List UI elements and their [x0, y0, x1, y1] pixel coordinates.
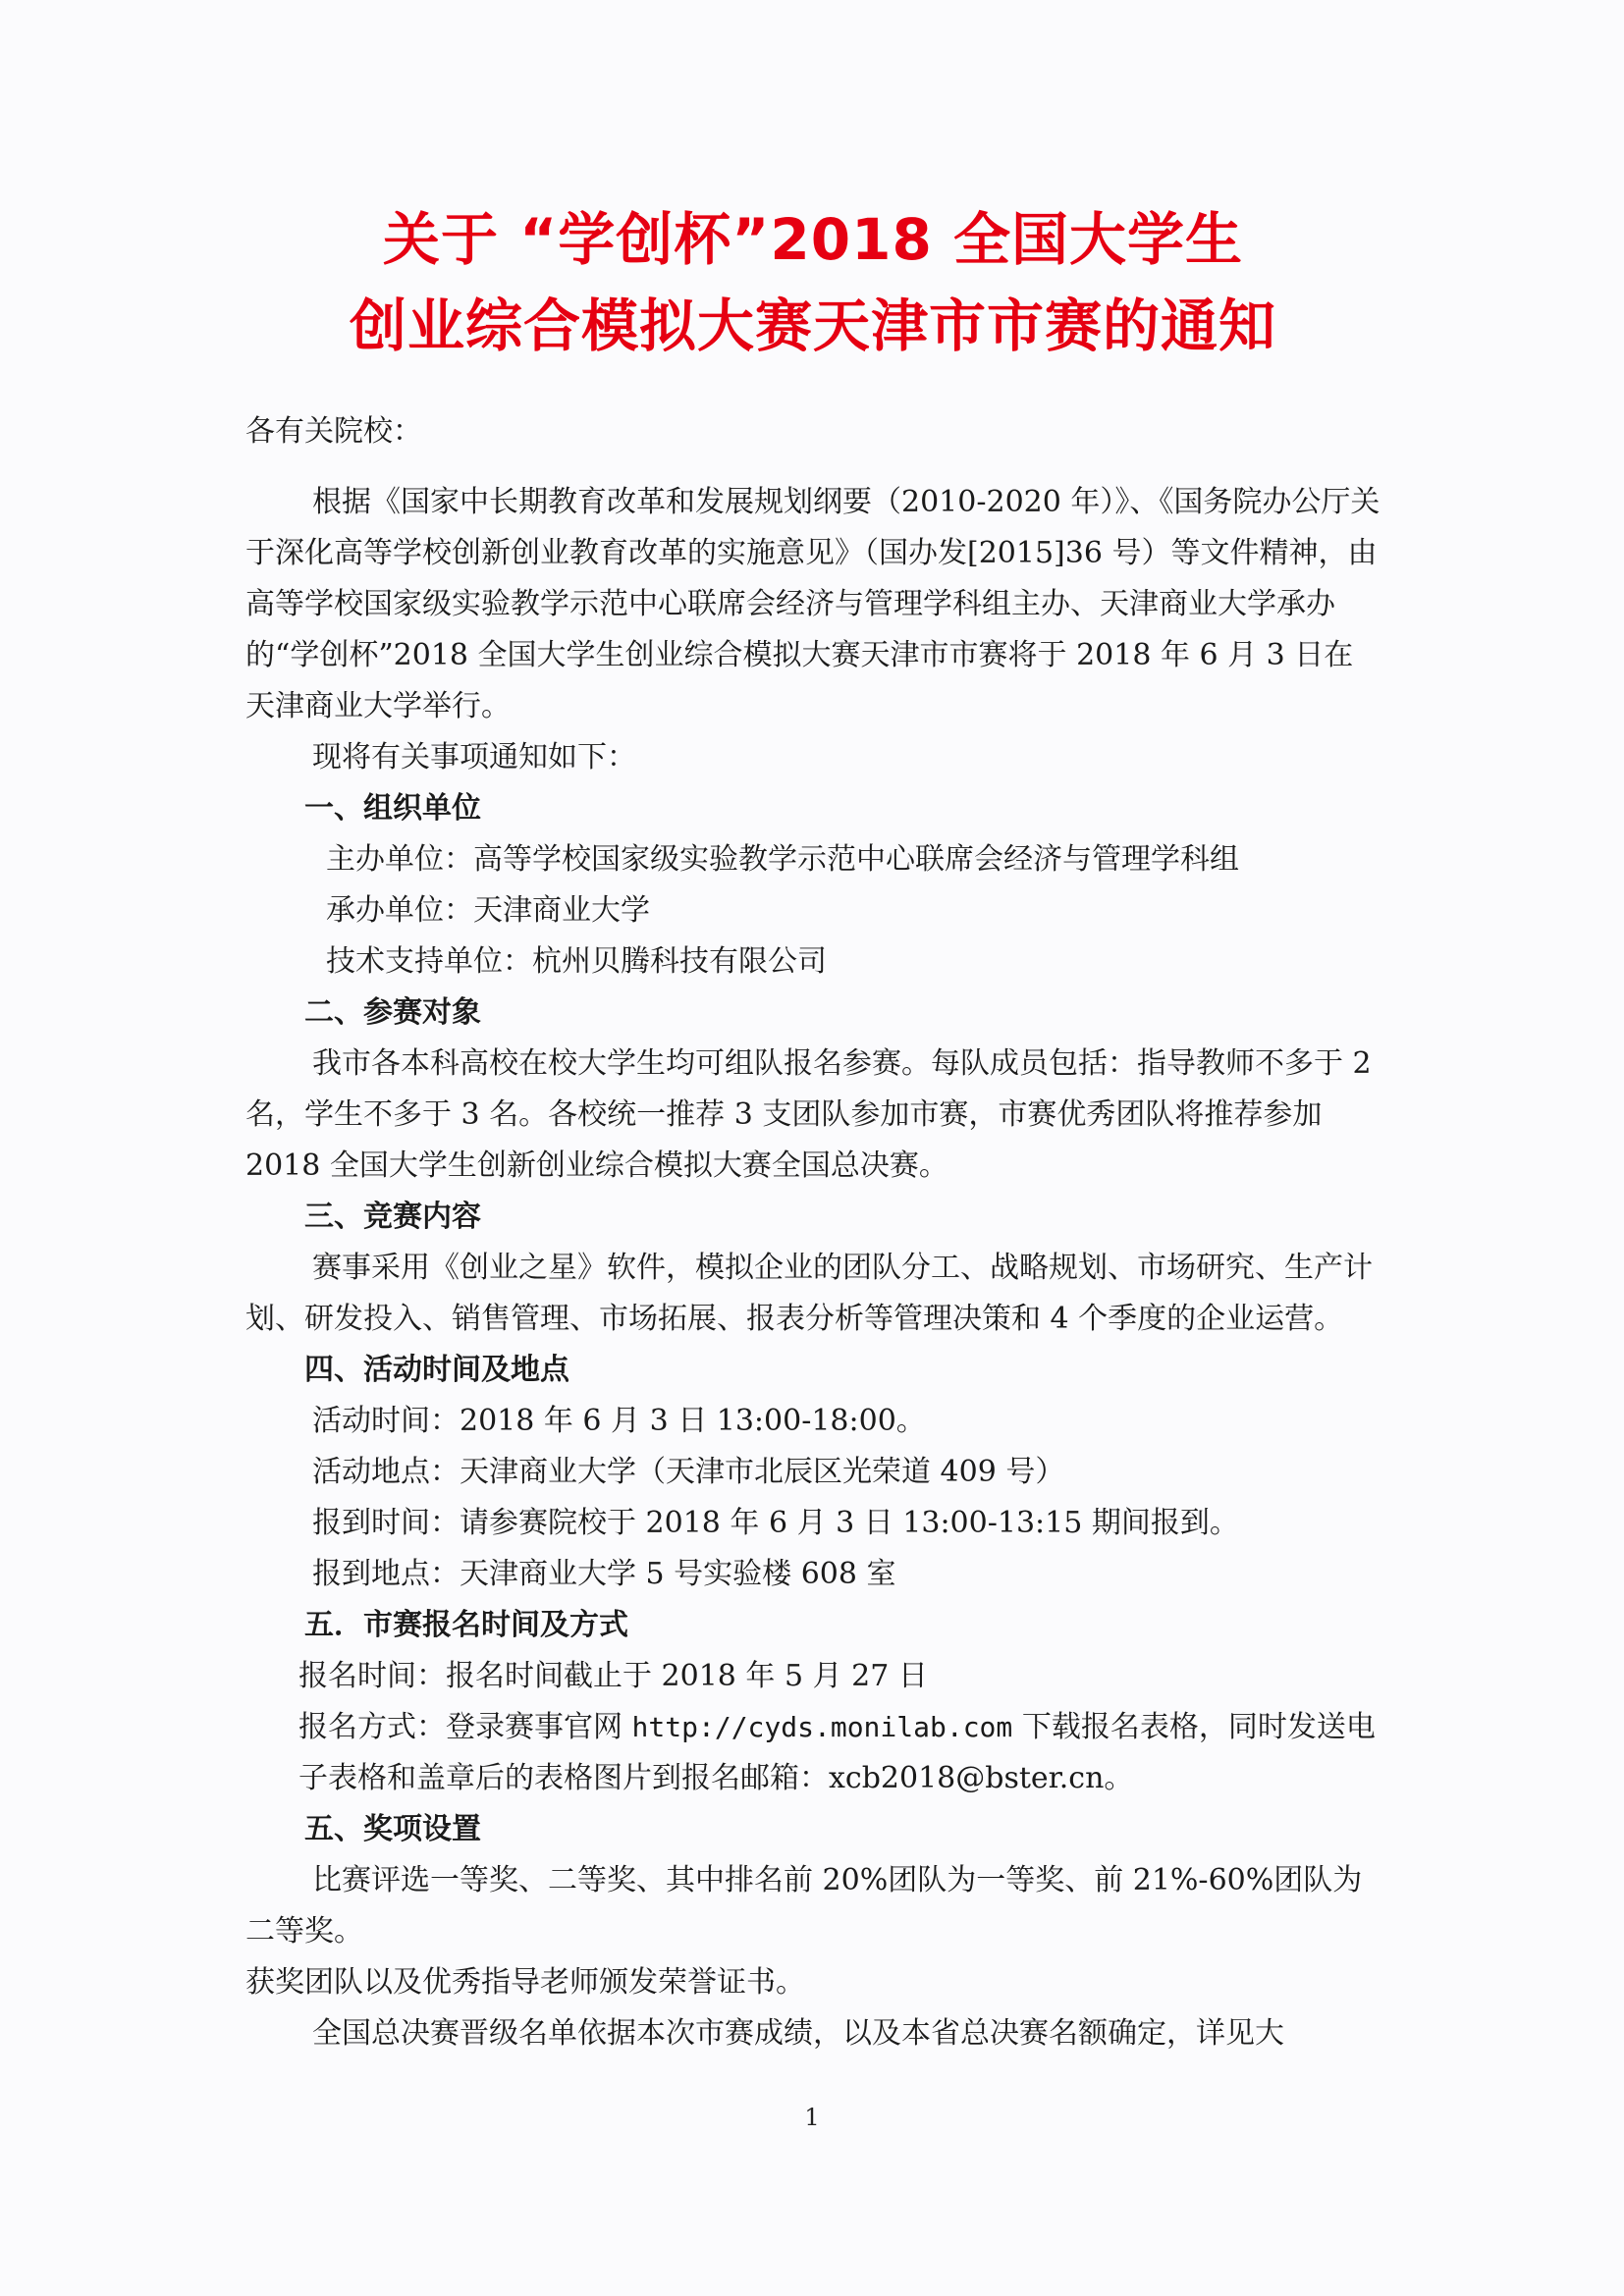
- finals-qualification: 全国总决赛晋级名单依据本次市赛成绩，以及本省总决赛名额确定，详见大: [312, 2016, 1284, 2051]
- registration-method-prefix: 报名方式：登录赛事官网: [298, 1710, 632, 1744]
- host-unit: 主办单位：高等学校国家级实验教学示范中心联席会经济与管理学科组: [326, 842, 1239, 877]
- activity-time: 活动时间：2018 年 6 月 3 日 13:00-18:00。: [312, 1404, 926, 1438]
- section-4-heading: 四、活动时间及地点: [304, 1353, 569, 1387]
- awards-certificate: 获奖团队以及优秀指导老师颁发荣誉证书。: [245, 1965, 805, 2000]
- registration-method: [298, 1702, 1380, 1804]
- section-1-heading: 一、组织单位: [304, 791, 481, 826]
- activity-place: 活动地点：天津商业大学（天津市北辰区光荣道 409 号）: [312, 1455, 1065, 1489]
- section-6-heading: 五、奖项设置: [304, 1812, 481, 1846]
- title-line-2: 创业综合模拟大赛天津市市赛的通知: [349, 293, 1276, 359]
- organizer-unit: 承办单位：天津商业大学: [326, 893, 650, 928]
- registration-deadline: 报名时间：报名时间截止于 2018 年 5 月 27 日: [298, 1659, 928, 1693]
- tech-support-unit: 技术支持单位：杭州贝腾科技有限公司: [326, 944, 827, 979]
- registration-method-suffix: 下载报名表格，同时发送电子表格和盖章后的表格图片到报名邮箱：xcb2018@bster.cn。: [298, 1710, 1376, 1795]
- document-page: [245, 196, 1380, 2059]
- section-3-heading: 三、竞赛内容: [304, 1200, 481, 1234]
- intro-paragraph: 根据《国家中长期教育改革和发展规划纲要（2010-2020 年）》、《国务院办公厅关于深化高等学校创新创业教育改革的实施意见》（国办发[2015]36 号）等文件精神，由高等学校国家级实验教学示范中心联席会经济与管理学科组主办、天津商业大学承办的“学创杯”2018 全国大学生创业综合模拟大赛天津市市赛将于 2018 年 6 月 3 日在天津商业大学举行。: [245, 485, 1380, 723]
- section-2-body: 我市各本科高校在校大学生均可组队报名参赛。每队成员包括：指导教师不多于 2 名，学生不多于 3 名。各校统一推荐 3 支团队参加市赛，市赛优秀团队将推荐参加 2018 全国大学生创新创业综合模拟大赛全国总决赛。: [245, 1046, 1372, 1183]
- checkin-time: 报到时间：请参赛院校于 2018 年 6 月 3 日 13:00-13:15 期间报到。: [312, 1506, 1239, 1540]
- official-site-link[interactable]: http://cyds.monilab.com: [631, 1711, 1013, 1743]
- section-3-body: 赛事采用《创业之星》软件，模拟企业的团队分工、战略规划、市场研究、生产计划、研发投入、销售管理、市场拓展、报表分析等管理决策和 4 个季度的企业运营。: [245, 1251, 1373, 1336]
- section-2-heading: 二、参赛对象: [304, 995, 481, 1030]
- registration-block: [245, 1651, 1380, 1804]
- checkin-place: 报到地点：天津商业大学 5 号实验楼 608 室: [312, 1557, 896, 1591]
- notice-line: 现将有关事项通知如下：: [312, 740, 636, 774]
- spacer: [245, 457, 1380, 477]
- section-5-heading: 五．市赛报名时间及方式: [304, 1608, 628, 1642]
- title-line-1: 关于 “学创杯”2018 全国大学生: [382, 206, 1244, 273]
- awards-body: 比赛评选一等奖、二等奖、其中排名前 20%团队为一等奖、前 21%-60%团队为二等奖。: [245, 1863, 1363, 1949]
- salutation: 各有关院校：: [245, 414, 422, 449]
- page-number: 1: [804, 2104, 820, 2131]
